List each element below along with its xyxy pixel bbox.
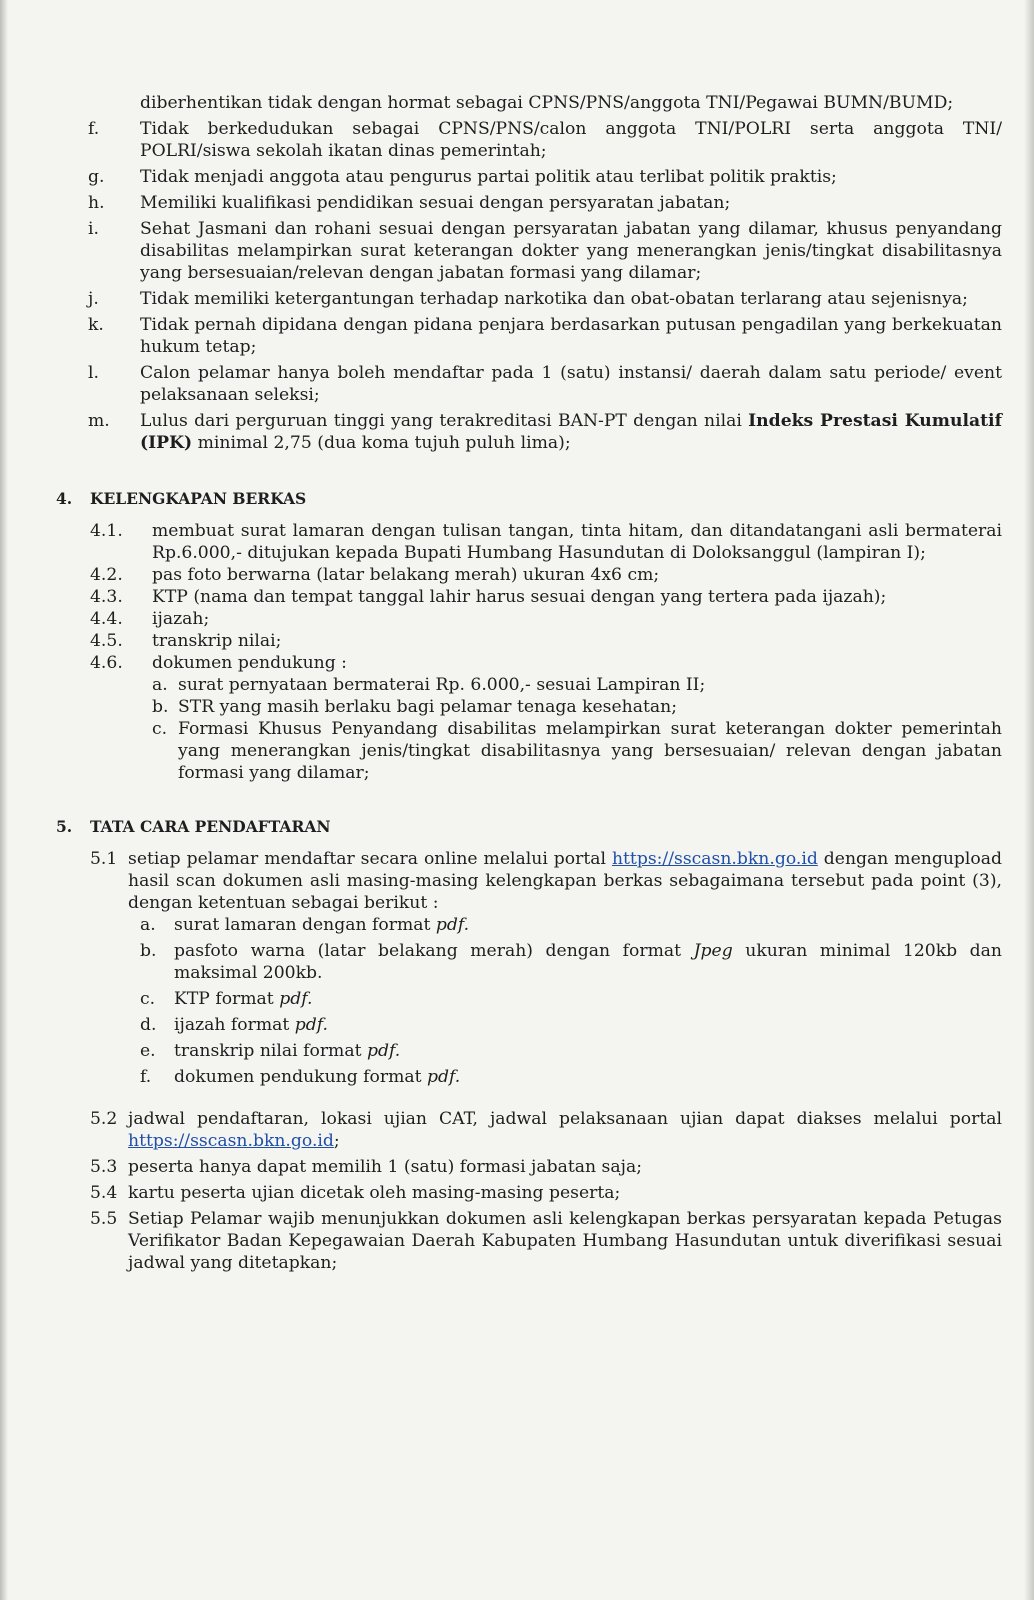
item-text <box>140 410 1002 454</box>
list-item <box>152 718 1002 784</box>
item-label: 5.2 <box>90 1109 118 1129</box>
item-label: l. <box>88 363 99 383</box>
item-label <box>56 92 140 114</box>
list-item <box>152 696 1002 718</box>
item-text: STR yang masih berlaku bagi pelamar tenaga kesehatan; <box>178 697 677 717</box>
item-text: Tidak berkedudukan sebagai CPNS/PNS/calon anggota TNI/POLRI serta anggota TNI/ POLRI/siswa sekolah ikatan dinas pemerintah; <box>140 119 1002 161</box>
format-italic: pdf. <box>435 915 470 935</box>
format-italic: Jpeg <box>693 941 733 961</box>
list-item-ipk <box>56 410 1002 454</box>
document-content <box>56 92 1002 1274</box>
list-item <box>56 166 1002 188</box>
item-text: Tidak menjadi anggota atau pengurus partai politik atau terlibat politik praktis; <box>140 167 837 187</box>
item-text-part: dengan mengupload hasil scan dokumen asli masing-masing kelengkapan berkas sebagaimana tersebut pada point (3), dengan ketentuan sebagai berikut : <box>128 849 1003 913</box>
item-label: 4.6. <box>90 653 123 673</box>
list-item <box>128 1040 1002 1062</box>
item-text: Calon pelamar hanya boleh mendaftar pada 1 (satu) instansi/ daerah dalam satu periode/ event pelaksanaan seleksi; <box>140 363 1002 405</box>
item-text: membuat surat lamaran dengan tulisan tangan, tinta hitam, dan ditandatangani asli bermaterai Rp.6.000,- ditujukan kepada Bupati Humbang Hasundutan di Doloksanggul (lampiran I); <box>152 521 1002 563</box>
item-label: 4.3. <box>90 587 123 607</box>
item-text-part: surat lamaran dengan format <box>174 915 436 935</box>
list-item <box>56 652 1002 674</box>
item-label: c. <box>152 719 168 739</box>
item-label: b. <box>140 941 157 961</box>
item-label: a. <box>152 675 168 695</box>
list-item <box>56 1182 1002 1204</box>
item-text <box>128 1108 1002 1152</box>
list-item <box>56 586 1002 608</box>
list-item <box>128 1014 1002 1036</box>
item-label: 5.3 <box>90 1157 118 1177</box>
list-item <box>128 940 1002 984</box>
format-italic: pdf. <box>366 1041 401 1061</box>
item-label: j. <box>88 289 99 309</box>
sscasn-link[interactable]: https://sscasn.bkn.go.id <box>128 1131 334 1151</box>
list-item <box>56 1156 1002 1178</box>
requirements-list <box>56 92 1002 454</box>
item-label: a. <box>140 915 156 935</box>
section-number: 5. <box>56 817 73 836</box>
item-label: e. <box>140 1041 156 1061</box>
list-item <box>152 674 1002 696</box>
section-heading-5 <box>56 816 1002 838</box>
item-label: b. <box>152 697 169 717</box>
item-text-part: pasfoto warna (latar belakang merah) dengan format <box>174 941 694 961</box>
item-text: KTP (nama dan tempat tanggal lahir harus sesuai dengan yang tertera pada ijazah); <box>152 587 887 607</box>
list-item <box>56 92 1002 114</box>
format-italic: pdf. <box>427 1067 461 1087</box>
item-text-part: jadwal pendaftaran, lokasi ujian CAT, jadwal pelaksanaan ujian dapat diakses melalui portal <box>128 1109 1002 1129</box>
item-label: 4.1. <box>90 521 123 541</box>
section-5-list <box>56 848 1002 1274</box>
item-text: Tidak pernah dipidana dengan pidana penjara berdasarkan putusan pengadilan yang berkekuatan hukum tetap; <box>140 315 1002 357</box>
list-item <box>56 1108 1002 1152</box>
item-text-part: ijazah format <box>174 1015 295 1035</box>
item-text: Memiliki kualifikasi pendidikan sesuai dengan persyaratan jabatan; <box>140 193 731 213</box>
item-text: dokumen pendukung : <box>152 653 347 673</box>
item-text: surat pernyataan bermaterai Rp. 6.000,- sesuai Lampiran II; <box>178 675 706 695</box>
section-number: 4. <box>56 489 73 508</box>
item-label: 4.5. <box>90 631 123 651</box>
item-text <box>128 848 1002 914</box>
list-item <box>56 520 1002 564</box>
item-text-part: setiap pelamar mendaftar secara online melalui portal <box>128 849 612 869</box>
sscasn-link[interactable]: https://sscasn.bkn.go.id <box>611 849 818 869</box>
list-item <box>56 192 1002 214</box>
list-item <box>128 914 1002 936</box>
section-4-list <box>56 520 1002 784</box>
item-text <box>174 940 1002 984</box>
item-text: ijazah; <box>152 609 210 629</box>
item-text <box>174 914 1002 936</box>
list-item <box>56 288 1002 310</box>
format-italic: pdf. <box>294 1015 328 1035</box>
item-label: f. <box>88 119 100 139</box>
list-item <box>56 848 1002 914</box>
item-text: Formasi Khusus Penyandang disabilitas melampirkan surat keterangan dokter pemerintah yang menerangkan jenis/tingkat disabilitasnya yang bersesuaian/ relevan dengan jabatan formasi yang dilamar; <box>178 719 1002 783</box>
list-item <box>56 630 1002 652</box>
item-label: m. <box>88 411 110 431</box>
item-text-part: transkrip nilai format <box>174 1041 367 1061</box>
item-label: 4.2. <box>90 565 123 585</box>
item-label: 5.1 <box>90 849 118 869</box>
section-heading-4 <box>56 488 1002 510</box>
item-text <box>174 988 1002 1010</box>
item-text <box>174 1014 1002 1036</box>
item-label: 5.4 <box>90 1183 118 1203</box>
item-text-part: ukuran minimal 120kb dan maksimal 200kb. <box>174 941 1003 983</box>
item-label: d. <box>140 1015 157 1035</box>
item-text-part: ; <box>333 1131 340 1151</box>
item-text: Sehat Jasmani dan rohani sesuai dengan persyaratan jabatan yang dilamar, khusus penyandang disabilitas melampirkan surat keterangan dokter yang menerangkan jenis/tingkat disabilitasnya yang bersesuaian/relevan dengan jabatan formasi yang dilamar; <box>140 219 1002 283</box>
list-item <box>56 1208 1002 1274</box>
file-format-list <box>128 914 1002 1088</box>
list-item <box>128 988 1002 1010</box>
item-text <box>174 1066 1002 1088</box>
item-label: c. <box>140 989 156 1009</box>
item-label: k. <box>88 315 104 335</box>
section-title: KELENGKAPAN BERKAS <box>90 489 307 508</box>
item-text: peserta hanya dapat memilih 1 (satu) formasi jabatan saja; <box>128 1157 642 1177</box>
item-label: h. <box>88 193 105 213</box>
item-text: diberhentikan tidak dengan hormat sebagai CPNS/PNS/anggota TNI/Pegawai BUMN/BUMD; <box>140 93 954 113</box>
item-text <box>174 1040 1002 1062</box>
item-label: g. <box>88 167 105 187</box>
item-text: transkrip nilai; <box>152 631 282 651</box>
item-text-part: dokumen pendukung format <box>174 1067 428 1087</box>
item-text: Setiap Pelamar wajib menunjukkan dokumen asli kelengkapan berkas persyaratan kepada Petugas Verifikator Badan Kepegawaian Daerah Kabupaten Humbang Hasundutan untuk diverifikasi sesuai jadwal yang ditetapkan; <box>128 1209 1002 1273</box>
supporting-docs-list <box>152 674 1002 784</box>
item-label: f. <box>140 1067 152 1087</box>
item-text-part: Lulus dari perguruan tinggi yang terakreditasi BAN-PT dengan nilai <box>140 411 749 431</box>
ipk-bold-text: Indeks Prestasi Kumulatif (IPK) <box>140 411 1002 453</box>
item-text: pas foto berwarna (latar belakang merah) ukuran 4x6 cm; <box>152 565 660 585</box>
format-italic: pdf. <box>279 989 313 1009</box>
item-text-part: KTP format <box>174 989 280 1009</box>
list-item <box>56 362 1002 406</box>
item-text-part: minimal 2,75 (dua koma tujuh puluh lima); <box>192 433 571 453</box>
section-title: TATA CARA PENDAFTARAN <box>90 817 331 836</box>
item-label: i. <box>88 219 99 239</box>
list-item <box>56 118 1002 162</box>
list-item <box>56 608 1002 630</box>
list-item <box>56 314 1002 358</box>
item-text: Tidak memiliki ketergantungan terhadap narkotika dan obat-obatan terlarang atau sejenisnya; <box>140 289 968 309</box>
list-item <box>56 218 1002 284</box>
item-text: kartu peserta ujian dicetak oleh masing-masing peserta; <box>128 1183 621 1203</box>
list-item <box>128 1066 1002 1088</box>
item-label: 4.4. <box>90 609 123 629</box>
item-label: 5.5 <box>90 1209 118 1229</box>
list-item <box>56 564 1002 586</box>
